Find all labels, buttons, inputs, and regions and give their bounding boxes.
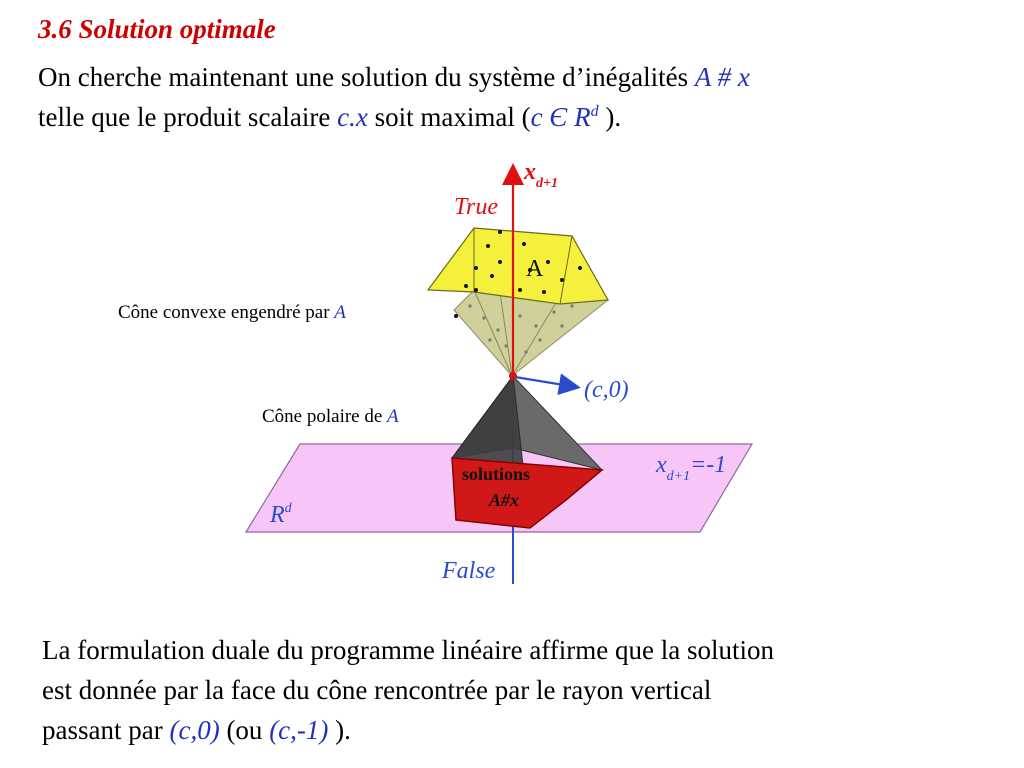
math-inequality: A # x: [694, 62, 750, 92]
intro-text: telle que le produit scalaire: [38, 102, 338, 132]
false-label: False: [442, 558, 496, 584]
caption-var: A: [387, 406, 399, 427]
conclusion-line: La formulation duale du programme linéaire affirme que la solution: [42, 635, 775, 665]
intro-text: On cherche maintenant une solution du système d’inégalités: [38, 62, 695, 92]
intro-text: ).: [598, 102, 622, 132]
conclusion-text: (ou: [219, 715, 270, 745]
intro-text: soit maximal (: [367, 102, 531, 132]
caption-text: Cône convexe engendré par: [118, 302, 335, 323]
conclusion-text: ).: [328, 715, 351, 745]
caption-var: A: [334, 302, 346, 323]
convex-cone-lower: [454, 290, 608, 376]
point-a-label: A: [526, 256, 544, 282]
solutions-expression: A#x: [488, 490, 520, 510]
plane-label: $x_{d+1}=-1$: [656, 452, 727, 484]
math-c-minus1: (c,-1): [269, 715, 329, 745]
caption-text: Cône polaire de: [262, 406, 388, 427]
slide-title: 3.6 Solution optimale: [38, 14, 276, 44]
conclusion-paragraph: [42, 630, 774, 750]
conclusion-line: est donnée par la face du cône rencontrée par le rayon vertical: [42, 675, 712, 705]
math-c0: (c,0): [169, 715, 220, 745]
vector-c0: [515, 377, 570, 386]
polar-cone-caption: [262, 406, 399, 428]
space-label: $R^d$: [270, 501, 292, 528]
conclusion-text: passant par: [42, 715, 170, 745]
solutions-label: solutions: [461, 464, 531, 484]
math-dot-product: c.x: [337, 102, 368, 132]
true-label: True: [454, 194, 499, 220]
origin-point: [509, 372, 517, 380]
conclusion-line: [42, 710, 774, 750]
axis-label: $x_{d+1}$: [524, 159, 558, 191]
convex-cone-caption: [118, 302, 346, 324]
convex-cone-top: [428, 228, 608, 304]
math-superscript: d: [590, 103, 599, 120]
vector-label: (c,0): [584, 377, 629, 403]
math-c-in-rd: c Є R: [530, 102, 591, 132]
